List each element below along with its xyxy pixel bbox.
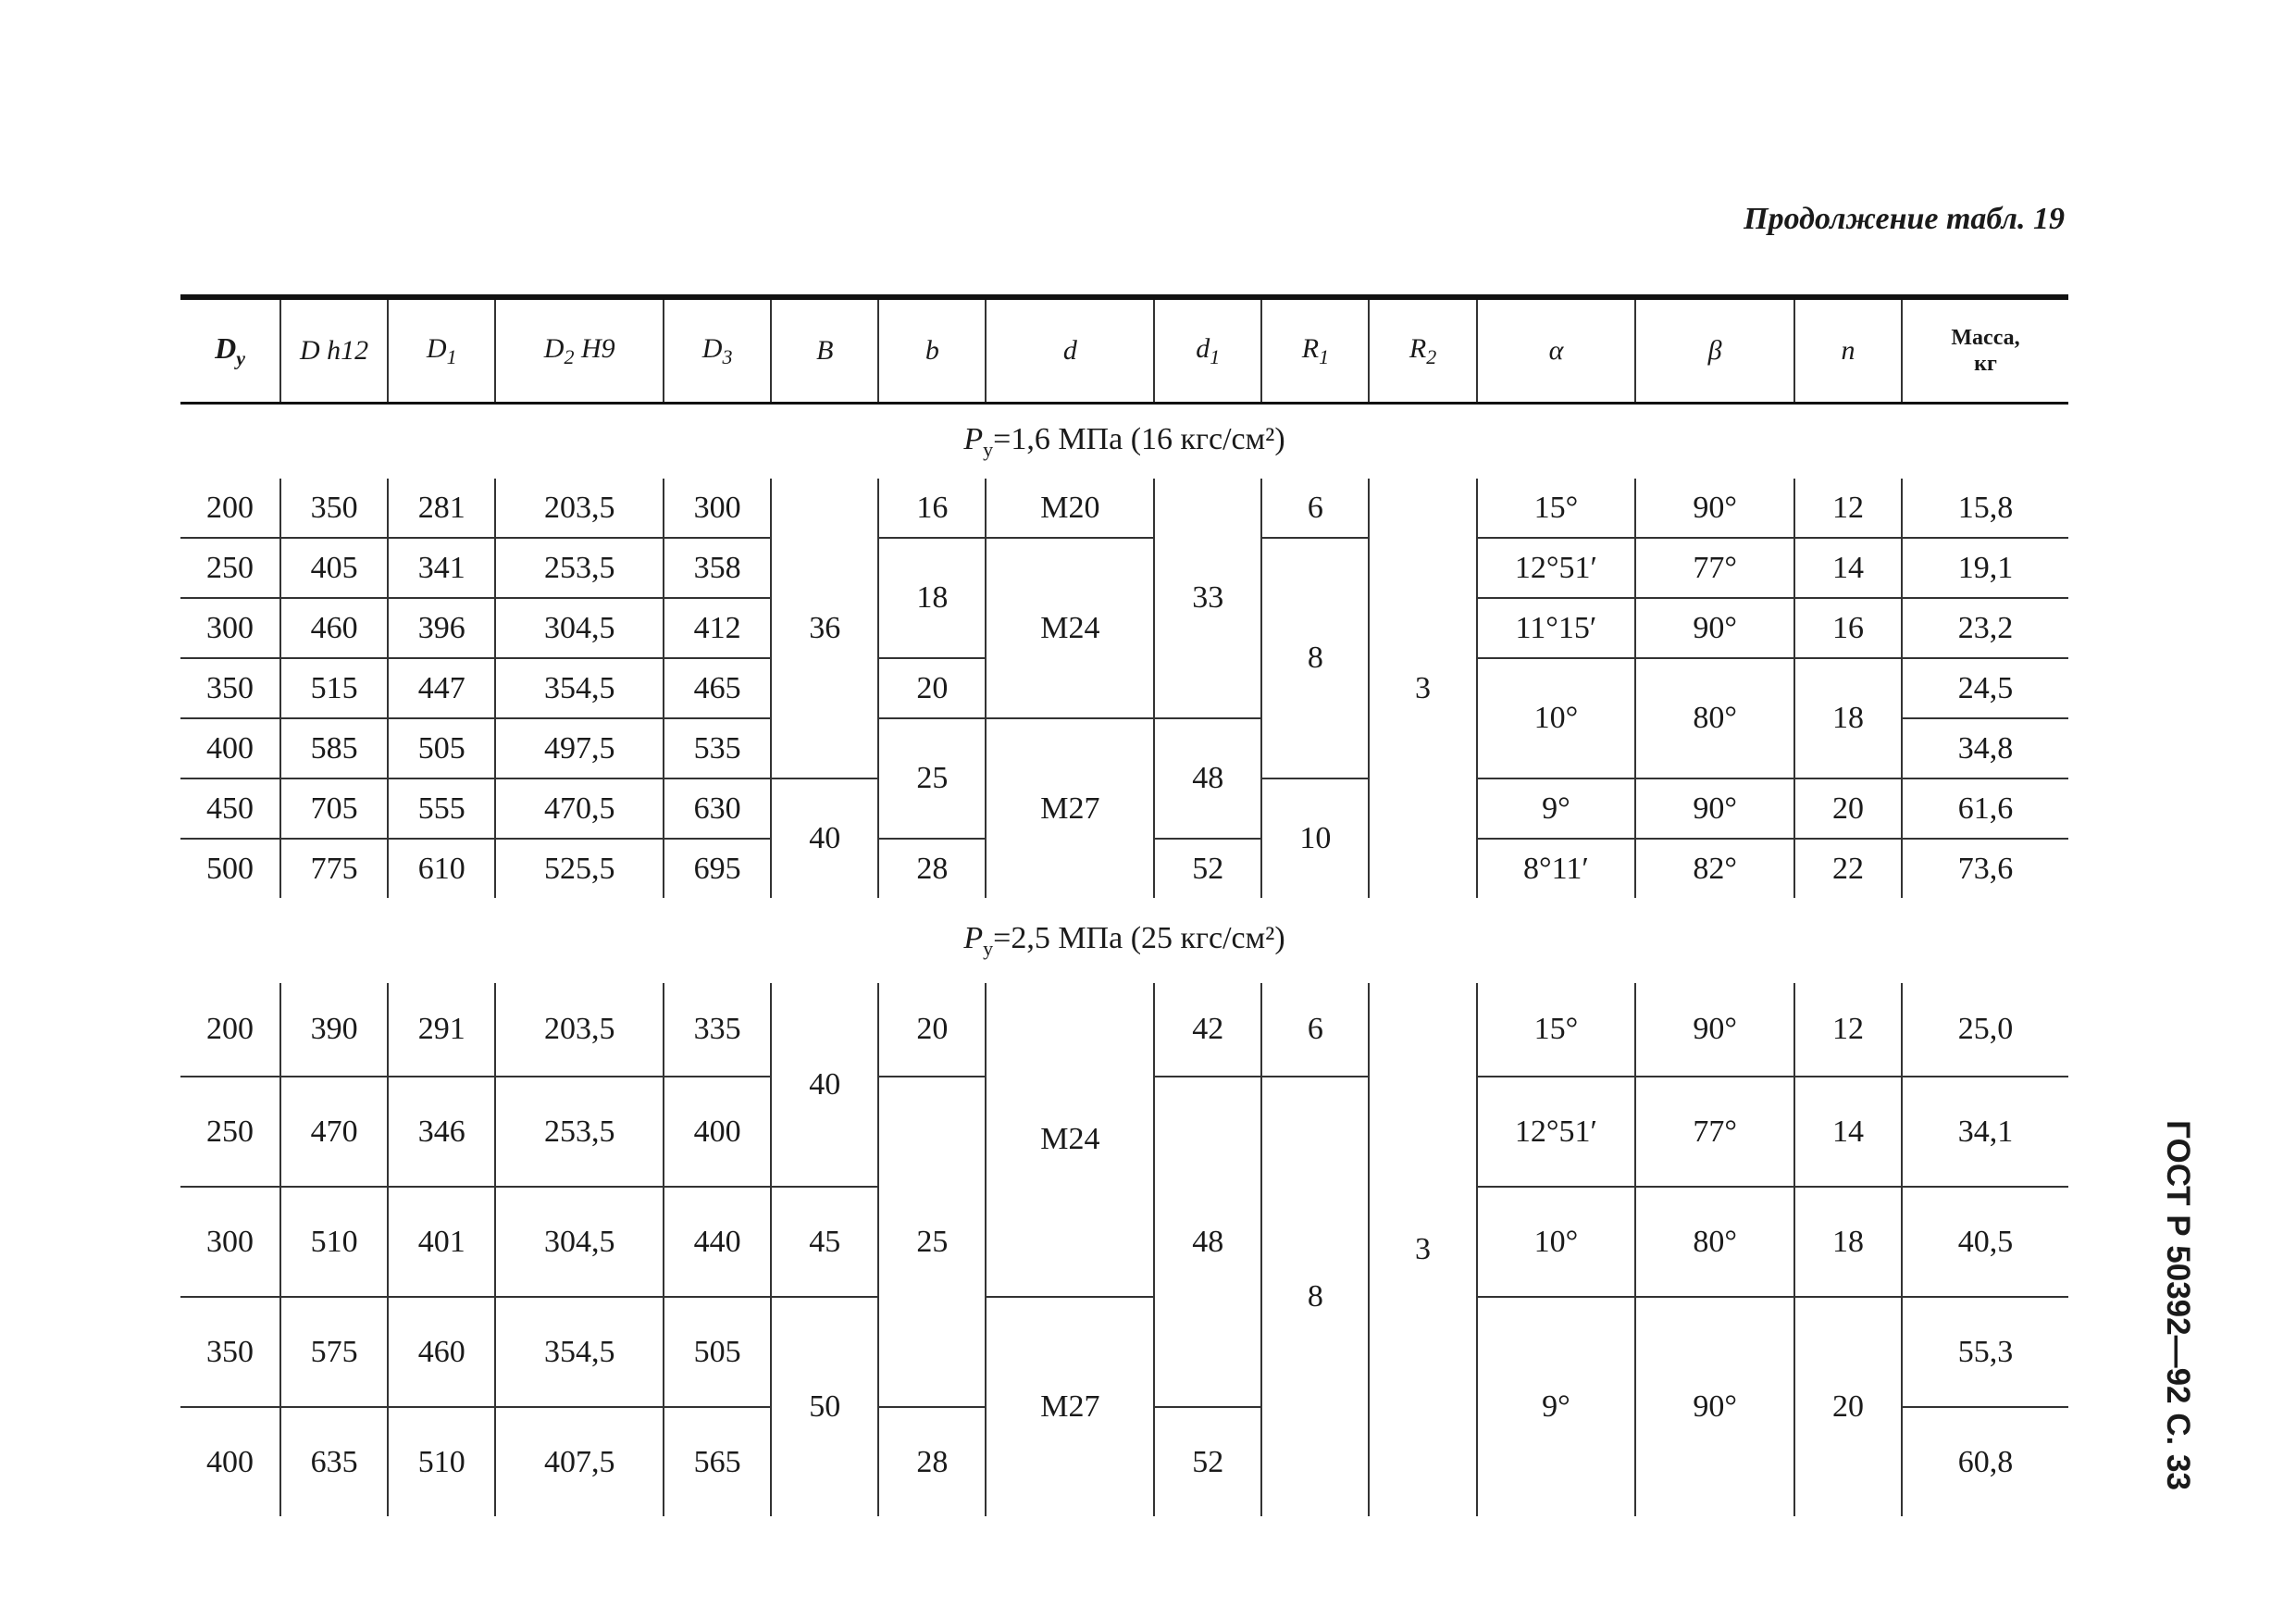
cell-mass: 19,1 xyxy=(1902,538,2068,598)
cell-d-1: 42 xyxy=(1154,983,1261,1077)
cell-alpha: 15° xyxy=(1477,479,1636,538)
table-row xyxy=(180,983,2068,1077)
header-d2-h9: $D_2$ H9 xyxy=(495,297,664,404)
cell-dh12: 635 xyxy=(280,1407,388,1516)
cell-dy: 500 xyxy=(206,851,254,886)
cell-d1: 555 xyxy=(388,778,495,839)
cell-n: 18 xyxy=(1794,1187,1902,1297)
cell-d1: 341 xyxy=(388,538,495,598)
cell-r1: 8 xyxy=(1261,1077,1369,1516)
header-d: d xyxy=(986,297,1154,404)
cell-d3: 440 xyxy=(664,1187,771,1297)
table-header xyxy=(180,297,2068,404)
header-r1: $R_1$ xyxy=(1261,297,1369,404)
cell-d: М20 xyxy=(986,479,1154,538)
cell-d1: 447 xyxy=(388,658,495,718)
header-r2: $R_2$ xyxy=(1369,297,1476,404)
cell-d3: 412 xyxy=(664,598,771,658)
cell-beta: 90° xyxy=(1635,479,1794,538)
cell-alpha: 8°11′ xyxy=(1477,839,1636,898)
cell-mass: 60,8 xyxy=(1902,1407,2068,1516)
cell-d1: 510 xyxy=(388,1407,495,1516)
header-alpha: α xyxy=(1477,297,1636,404)
cell-mass: 15,8 xyxy=(1902,479,2068,538)
cell-n: 20 xyxy=(1794,1297,1902,1516)
cell-dy: 400 xyxy=(180,718,280,778)
cell-n: 22 xyxy=(1794,839,1902,898)
cell-b-small: 20 xyxy=(878,658,986,718)
cell-r1: 10 xyxy=(1261,778,1369,898)
cell-mass: 24,5 xyxy=(1902,658,2068,718)
cell-mass: 73,6 xyxy=(1902,839,2068,898)
cell-mass: 25,0 xyxy=(1902,983,2068,1077)
cell-d1: 346 xyxy=(388,1077,495,1187)
cell-d1: 505 xyxy=(388,718,495,778)
cell-d-1: 48 xyxy=(1154,1077,1261,1407)
cell-dy: 200 xyxy=(180,479,280,538)
cell-r2: 3 xyxy=(1369,479,1476,898)
cell-n: 18 xyxy=(1794,658,1902,778)
cell-d: М27 xyxy=(986,1297,1154,1516)
cell-d1: 281 xyxy=(388,479,495,538)
cell-mass: 23,2 xyxy=(1902,598,2068,658)
cell-dy: 350 xyxy=(180,658,280,718)
cell-n: 16 xyxy=(1794,598,1902,658)
cell-b-big: 40 xyxy=(771,983,878,1187)
section1-title: $P_у=1,6$ МПа (16 кгс/см²) xyxy=(963,421,1285,461)
cell-d2: 354,5 xyxy=(495,658,664,718)
cell-dy: 400 xyxy=(206,1444,254,1479)
cell-d: М27 xyxy=(986,718,1154,898)
cell-d-1: 52 xyxy=(1154,1407,1261,1516)
cell-beta: 80° xyxy=(1635,658,1794,778)
cell-dy: 350 xyxy=(180,1297,280,1407)
header-d-h12: D h12 xyxy=(280,297,388,404)
cell-b-big: 50 xyxy=(771,1297,878,1516)
table-caption: Продолжение табл. 19 xyxy=(1744,202,2065,236)
cell-dh12: 585 xyxy=(280,718,388,778)
cell-b-small: 28 xyxy=(878,839,986,898)
cell-d3: 630 xyxy=(664,778,771,839)
cell-dh12: 775 xyxy=(280,839,388,898)
cell-d2: 304,5 xyxy=(495,1187,664,1297)
cell-n: 14 xyxy=(1794,538,1902,598)
cell-beta: 82° xyxy=(1635,839,1794,898)
section2-title-row xyxy=(180,898,2068,983)
cell-d1: 610 xyxy=(388,839,495,898)
table-row xyxy=(180,1297,2068,1407)
cell-dh12: 575 xyxy=(280,1297,388,1407)
cell-d3: 695 xyxy=(664,839,771,898)
cell-b-small: 18 xyxy=(878,538,986,658)
cell-dh12: 515 xyxy=(280,658,388,718)
cell-beta: 90° xyxy=(1635,598,1794,658)
section1-body xyxy=(180,479,2068,898)
cell-d2: 497,5 xyxy=(495,718,664,778)
cell-d2: 304,5 xyxy=(495,598,664,658)
cell-mass: 61,6 xyxy=(1902,778,2068,839)
cell-b-big: 40 xyxy=(771,778,878,898)
cell-dh12: 390 xyxy=(280,983,388,1077)
table-row xyxy=(180,538,2068,598)
header-d3: $D_3$ xyxy=(664,297,771,404)
cell-alpha: 11°15′ xyxy=(1477,598,1636,658)
cell-beta: 90° xyxy=(1635,1297,1794,1516)
cell-b-small: 25 xyxy=(878,1077,986,1407)
cell-mass: 55,3 xyxy=(1902,1297,2068,1407)
header-dy: $D_у$ xyxy=(180,297,280,404)
cell-r1: 6 xyxy=(1261,983,1369,1077)
cell-b-small: 25 xyxy=(878,718,986,839)
cell-b-small: 16 xyxy=(878,479,986,538)
header-d1: $D_1$ xyxy=(388,297,495,404)
cell-d1: 396 xyxy=(388,598,495,658)
cell-n: 20 xyxy=(1794,778,1902,839)
section2-title: $P_у=2,5$ МПа (25 кгс/см²) xyxy=(963,920,1285,960)
cell-d: М24 xyxy=(986,983,1154,1297)
cell-r1: 6 xyxy=(1261,479,1369,538)
cell-d2: 470,5 xyxy=(495,778,664,839)
cell-alpha: 15° xyxy=(1477,983,1636,1077)
cell-d3: 300 xyxy=(664,479,771,538)
cell-n: 12 xyxy=(1794,479,1902,538)
cell-d3: 505 xyxy=(664,1297,771,1407)
header-n: n xyxy=(1794,297,1902,404)
header-b-small: b xyxy=(878,297,986,404)
cell-alpha: 12°51′ xyxy=(1477,1077,1636,1187)
flange-dimensions-table xyxy=(180,294,2068,1516)
cell-dh12: 460 xyxy=(280,598,388,658)
cell-alpha: 9° xyxy=(1477,778,1636,839)
cell-d-1: 48 xyxy=(1154,718,1261,839)
cell-d3: 335 xyxy=(664,983,771,1077)
cell-mass: 34,8 xyxy=(1902,718,2068,778)
cell-dy: 250 xyxy=(180,538,280,598)
cell-d3: 400 xyxy=(664,1077,771,1187)
cell-beta: 80° xyxy=(1635,1187,1794,1297)
cell-d2: 525,5 xyxy=(495,839,664,898)
section1-title-row xyxy=(180,404,2068,479)
cell-dh12: 510 xyxy=(280,1187,388,1297)
cell-dy: 250 xyxy=(180,1077,280,1187)
cell-d: М24 xyxy=(986,538,1154,718)
cell-d2: 407,5 xyxy=(495,1407,664,1516)
header-mass: Масса, кг xyxy=(1902,297,2068,404)
cell-r2: 3 xyxy=(1369,983,1476,1516)
cell-n: 14 xyxy=(1794,1077,1902,1187)
cell-beta: 90° xyxy=(1635,983,1794,1077)
cell-beta: 77° xyxy=(1635,538,1794,598)
cell-dh12: 470 xyxy=(280,1077,388,1187)
cell-beta: 77° xyxy=(1635,1077,1794,1187)
cell-d2: 203,5 xyxy=(495,983,664,1077)
cell-d3: 565 xyxy=(664,1407,771,1516)
standard-page-label: ГОСТ Р 50392—92 С. 33 xyxy=(2160,1120,2196,1490)
cell-dh12: 705 xyxy=(280,778,388,839)
cell-n: 12 xyxy=(1794,983,1902,1077)
table-row xyxy=(180,479,2068,538)
cell-b-big: 36 xyxy=(771,479,878,778)
cell-d1: 460 xyxy=(388,1297,495,1407)
cell-b-big: 45 xyxy=(771,1187,878,1297)
section2-body xyxy=(180,983,2068,1516)
cell-r1: 8 xyxy=(1261,538,1369,778)
cell-d-1: 33 xyxy=(1154,479,1261,718)
header-b-big: B xyxy=(771,297,878,404)
cell-d1: 401 xyxy=(388,1187,495,1297)
cell-mass: 40,5 xyxy=(1902,1187,2068,1297)
header-beta: β xyxy=(1635,297,1794,404)
cell-b-small: 20 xyxy=(878,983,986,1077)
cell-alpha: 9° xyxy=(1477,1297,1636,1516)
cell-d2: 253,5 xyxy=(495,1077,664,1187)
cell-alpha: 12°51′ xyxy=(1477,538,1636,598)
cell-d2: 203,5 xyxy=(495,479,664,538)
cell-alpha: 10° xyxy=(1477,1187,1636,1297)
cell-mass: 34,1 xyxy=(1902,1077,2068,1187)
cell-d3: 465 xyxy=(664,658,771,718)
cell-d3: 358 xyxy=(664,538,771,598)
cell-d-1: 52 xyxy=(1154,839,1261,898)
cell-alpha: 10° xyxy=(1477,658,1636,778)
cell-d2: 253,5 xyxy=(495,538,664,598)
cell-d3: 535 xyxy=(664,718,771,778)
cell-dy: 200 xyxy=(180,983,280,1077)
cell-dh12: 350 xyxy=(280,479,388,538)
cell-beta: 90° xyxy=(1635,778,1794,839)
cell-d2: 354,5 xyxy=(495,1297,664,1407)
cell-dy: 300 xyxy=(180,598,280,658)
header-d-1: $d_1$ xyxy=(1154,297,1261,404)
cell-dy: 300 xyxy=(180,1187,280,1297)
cell-d1: 291 xyxy=(388,983,495,1077)
cell-dy: 450 xyxy=(180,778,280,839)
cell-dh12: 405 xyxy=(280,538,388,598)
cell-b-small: 28 xyxy=(878,1407,986,1516)
